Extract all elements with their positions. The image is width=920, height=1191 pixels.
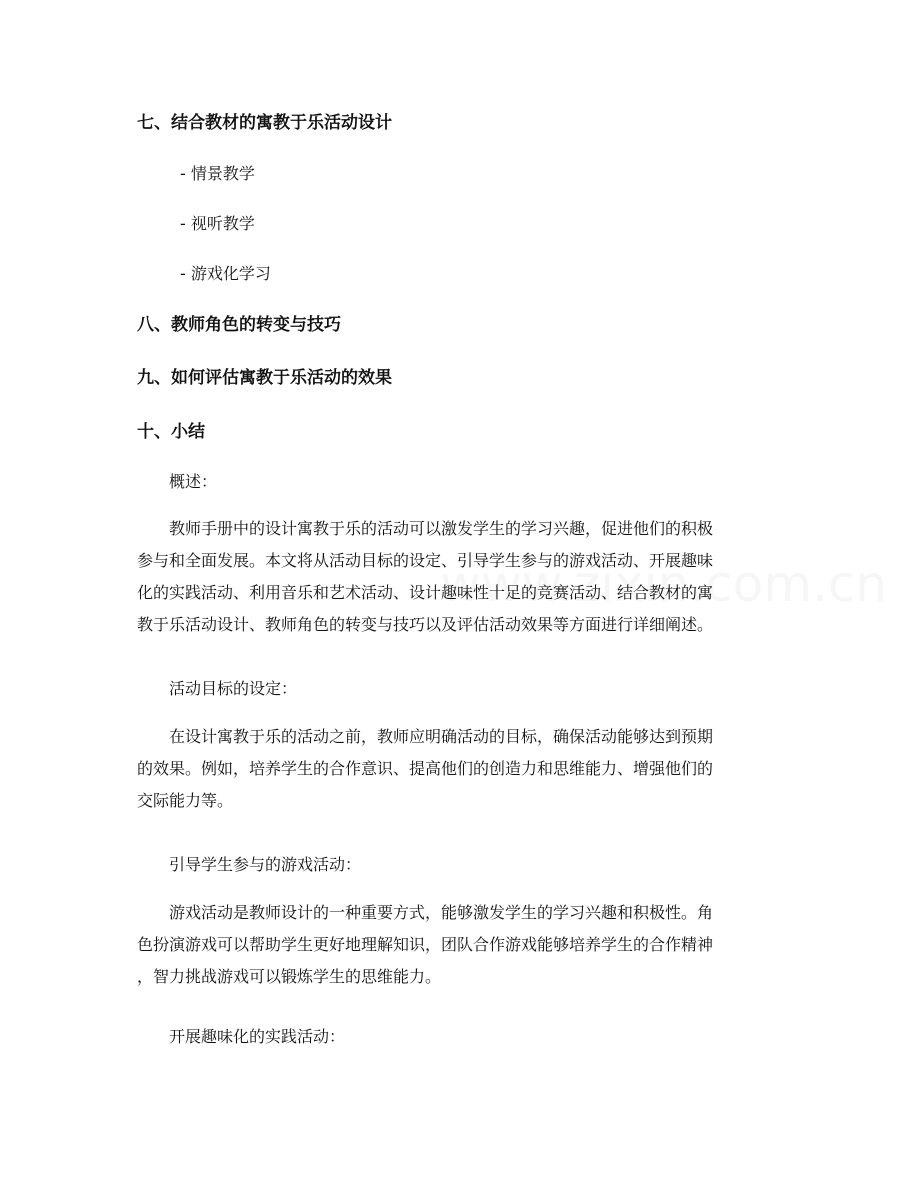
goals-label: 活动目标的设定： — [169, 679, 298, 698]
paragraph-line: 游戏活动是教师设计的一种重要方式，能够激发学生的学习兴趣和积极性。角 — [169, 903, 714, 922]
list-item-situational-teaching: - 情景教学 — [180, 164, 255, 183]
games-paragraph — [137, 897, 787, 993]
games-label: 引导学生参与的游戏活动： — [169, 855, 362, 874]
paragraph-line: 参与和全面发展。本文将从活动目标的设定、引导学生参与的游戏活动、开展趣味 — [137, 551, 714, 570]
list-item-audiovisual-teaching: - 视听教学 — [180, 214, 255, 233]
paragraph-line: 教于乐活动设计、教师角色的转变与技巧以及评估活动效果等方面进行详细阐述。 — [137, 615, 714, 634]
paragraph-line: 教师手册中的设计寓教于乐的活动可以激发学生的学习兴趣，促进他们的积极 — [169, 519, 714, 538]
paragraph-line: 的效果。例如，培养学生的合作意识、提高他们的创造力和思维能力、增强他们的 — [137, 759, 714, 778]
paragraph-line: 在设计寓教于乐的活动之前，教师应明确活动的目标，确保活动能够达到预期 — [169, 727, 714, 746]
practice-label: 开展趣味化的实践活动： — [169, 1027, 346, 1046]
heading-section-8: 八、教师角色的转变与技巧 — [137, 315, 341, 335]
goals-paragraph — [137, 721, 787, 817]
heading-section-10: 十、小结 — [137, 422, 205, 442]
overview-label: 概述： — [169, 472, 218, 491]
overview-paragraph — [137, 513, 787, 641]
heading-section-7: 七、结合教材的寓教于乐活动设计 — [137, 113, 392, 133]
paragraph-line: ，智力挑战游戏可以锻炼学生的思维能力。 — [137, 967, 442, 986]
list-item-gamified-learning: - 游戏化学习 — [180, 264, 271, 283]
paragraph-line: 交际能力等。 — [137, 791, 234, 810]
heading-section-9: 九、如何评估寓教于乐活动的效果 — [137, 368, 392, 388]
paragraph-line: 色扮演游戏可以帮助学生更好地理解知识，团队合作游戏能够培养学生的合作精神 — [137, 935, 714, 954]
paragraph-line: 化的实践活动、利用音乐和艺术活动、设计趣味性十足的竞赛活动、结合教材的寓 — [137, 583, 714, 602]
